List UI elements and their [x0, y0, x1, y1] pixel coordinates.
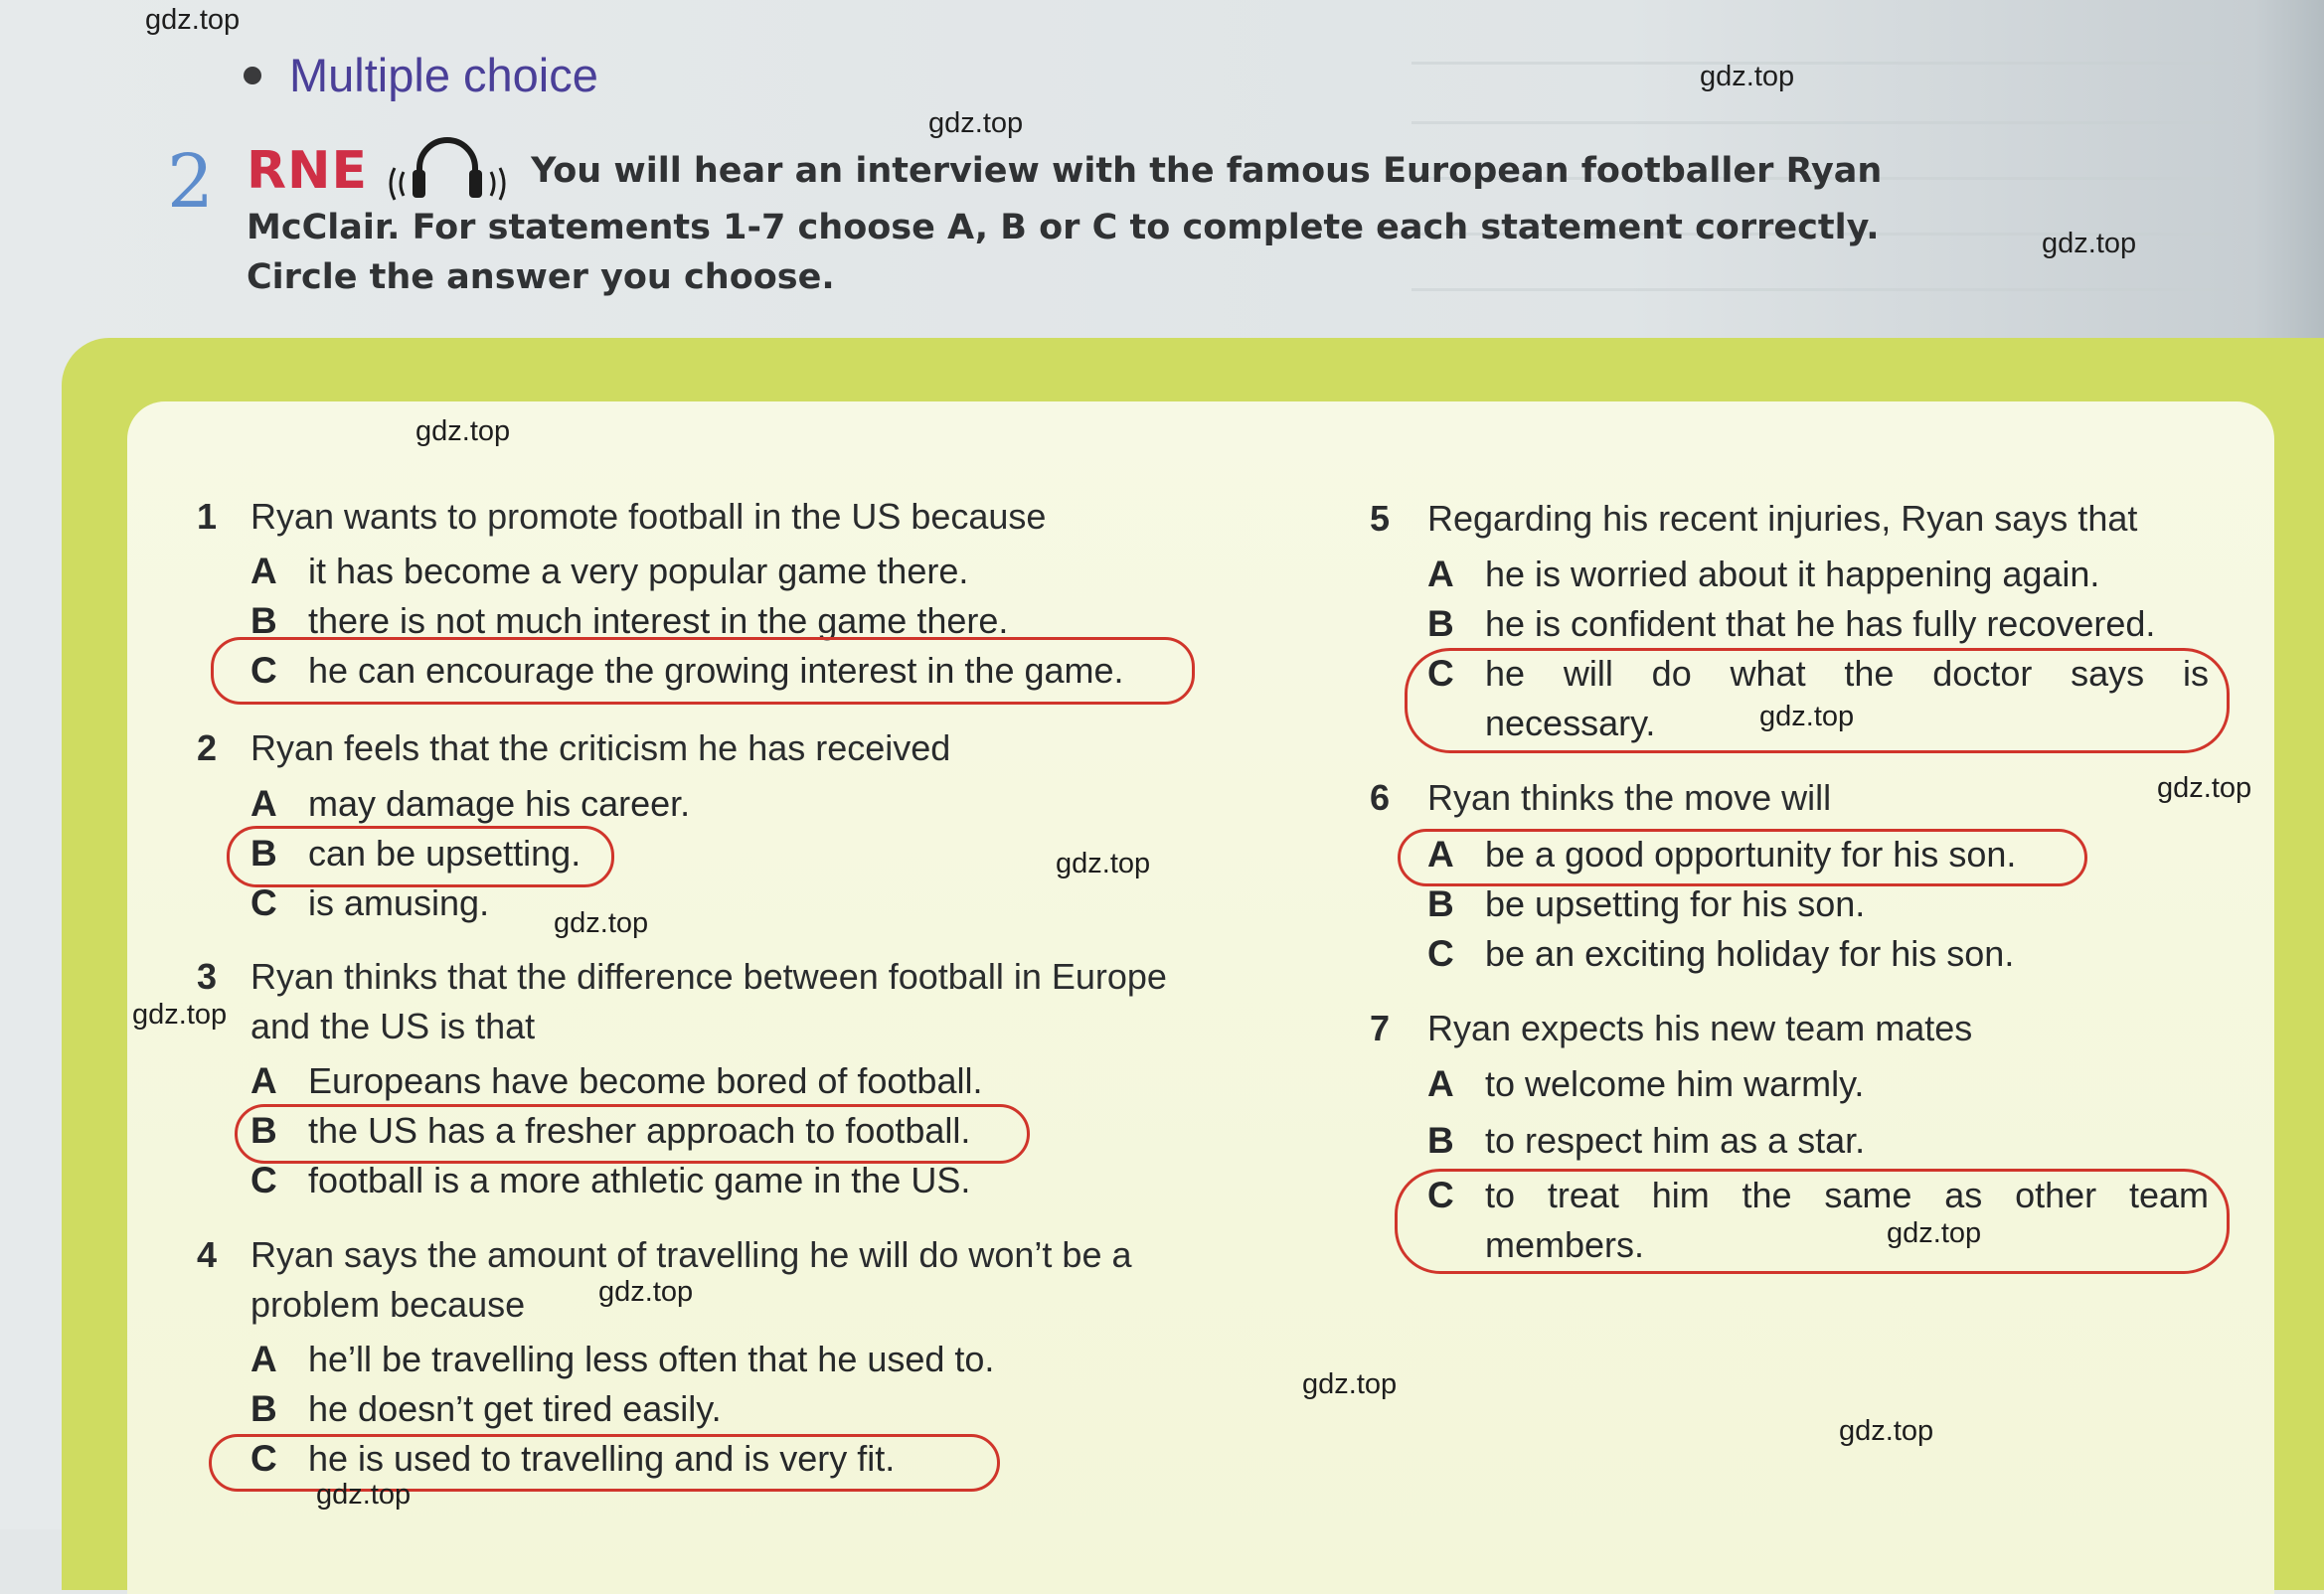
option-text: be upsetting for his son.	[1485, 883, 1866, 924]
watermark: gdz.top	[132, 999, 228, 1031]
option-letter: B	[250, 833, 277, 874]
watermark: gdz.top	[598, 1276, 694, 1308]
option-text-line-2: necessary.	[1485, 703, 1656, 743]
option-text: he is used to travelling and is very fit.	[308, 1438, 896, 1479]
option-text: there is not much interest in the game there.	[308, 600, 1009, 641]
q6-option-b[interactable]	[1427, 879, 1865, 929]
option-letter: B	[250, 1110, 277, 1151]
question-5	[1370, 494, 2225, 544]
question-2	[197, 723, 1290, 773]
q3-option-a[interactable]	[250, 1056, 982, 1106]
option-letter: B	[1427, 883, 1454, 924]
option-text: the US has a fresher approach to football.	[308, 1110, 971, 1151]
watermark: gdz.top	[2157, 772, 2252, 804]
watermark: gdz.top	[1700, 61, 1795, 92]
question-number: 1	[197, 496, 218, 537]
option-text: he will do what the doctor says is	[1485, 653, 2209, 694]
q7-option-b[interactable]	[1427, 1116, 1865, 1166]
option-text: he doesn’t get tired easily.	[308, 1388, 722, 1429]
question-text-line-2: and the US is that	[250, 1006, 536, 1046]
rne-tag: RNE	[247, 141, 369, 201]
watermark: gdz.top	[145, 4, 241, 36]
option-text: is amusing.	[308, 882, 490, 923]
answer-circle	[235, 1104, 1030, 1164]
question-number: 7	[1370, 1008, 1391, 1048]
answer-circle	[1395, 1169, 2230, 1274]
watermark: gdz.top	[415, 415, 511, 447]
option-letter: A	[250, 1339, 277, 1379]
question-number: 5	[1370, 498, 1391, 539]
option-letter: A	[250, 783, 277, 824]
option-text: to respect him as a star.	[1485, 1120, 1866, 1161]
show-through-line	[1411, 62, 2227, 65]
bullet-icon	[244, 67, 261, 84]
option-text: be an exciting holiday for his son.	[1485, 933, 2015, 974]
option-letter: A	[1427, 834, 1454, 875]
show-through-line	[1411, 121, 2227, 124]
watermark: gdz.top	[554, 907, 649, 939]
question-text: Ryan feels that the criticism he has received	[250, 727, 951, 768]
option-letter: C	[250, 1438, 277, 1479]
question-6	[1370, 773, 2225, 823]
q5-option-a[interactable]	[1427, 550, 2099, 599]
q5-option-b[interactable]	[1427, 599, 2155, 649]
watermark: gdz.top	[2042, 228, 2137, 259]
option-letter: A	[1427, 1063, 1454, 1104]
option-letter: C	[1427, 653, 1454, 694]
question-text-line-2: problem because	[250, 1284, 526, 1325]
question-1	[197, 492, 1290, 542]
headphones-audio-icon	[382, 134, 513, 208]
option-text: he can encourage the growing interest in the game.	[308, 650, 1124, 691]
question-text: Ryan wants to promote football in the US because	[250, 496, 1047, 537]
option-text: can be upsetting.	[308, 833, 581, 874]
option-letter: C	[1427, 1175, 1454, 1215]
question-3	[197, 952, 1290, 1051]
watermark: gdz.top	[1056, 848, 1151, 879]
q7-option-a[interactable]	[1427, 1059, 1864, 1109]
question-4	[197, 1230, 1250, 1330]
option-text: to welcome him warmly.	[1485, 1063, 1865, 1104]
instruction-line-1: You will hear an interview with the famous European footballer Ryan	[531, 151, 1883, 191]
question-number: 6	[1370, 777, 1391, 818]
option-text: football is a more athletic game in the US.	[308, 1160, 971, 1200]
question-text: Regarding his recent injuries, Ryan says that	[1427, 498, 2138, 539]
option-letter: B	[1427, 1120, 1454, 1161]
option-text: Europeans have become bored of football.	[308, 1060, 983, 1101]
option-text-line-2: members.	[1485, 1224, 1645, 1265]
option-text: to treat him the same as other team	[1485, 1175, 2209, 1215]
question-number: 2	[197, 727, 218, 768]
q4-option-a[interactable]	[250, 1335, 994, 1384]
question-text: Ryan thinks that the difference between football in Europe	[250, 956, 1167, 997]
option-text: he is worried about it happening again.	[1485, 554, 2100, 594]
option-letter: C	[250, 882, 277, 923]
option-text: he’ll be travelling less often that he used to.	[308, 1339, 995, 1379]
question-number: 3	[197, 956, 218, 997]
question-number: 4	[197, 1234, 218, 1275]
option-letter: C	[1427, 933, 1454, 974]
instruction-line-2: McClair. For statements 1-7 choose A, B or C to complete each statement correctly.	[247, 208, 1880, 247]
option-text: it has become a very popular game there.	[308, 551, 969, 591]
option-text: be a good opportunity for his son.	[1485, 834, 2017, 875]
q2-option-a[interactable]	[250, 779, 690, 829]
watermark: gdz.top	[1759, 701, 1855, 732]
answer-circle	[227, 826, 614, 887]
option-letter: C	[250, 650, 277, 691]
option-letter: A	[250, 1060, 277, 1101]
exercise-number: 2	[167, 139, 215, 225]
option-letter: B	[250, 1388, 277, 1429]
question-text: Ryan expects his new team mates	[1427, 1008, 1973, 1048]
watermark: gdz.top	[1887, 1217, 1982, 1249]
section-heading-label: Multiple choice	[289, 49, 598, 101]
option-letter: A	[250, 551, 277, 591]
watermark: gdz.top	[928, 107, 1024, 139]
q1-option-a[interactable]	[250, 547, 968, 596]
option-text: he is confident that he has fully recovered.	[1485, 603, 2156, 644]
question-7	[1370, 1004, 2225, 1053]
watermark: gdz.top	[1839, 1415, 1934, 1447]
option-letter: A	[1427, 554, 1454, 594]
option-text: may damage his career.	[308, 783, 691, 824]
q4-option-b[interactable]	[250, 1384, 722, 1434]
instruction-line-3: Circle the answer you choose.	[247, 257, 835, 297]
option-letter: C	[250, 1160, 277, 1200]
watermark: gdz.top	[316, 1479, 412, 1511]
exercise-instruction	[247, 139, 1956, 302]
question-text: Ryan thinks the move will	[1427, 777, 1832, 818]
option-letter: B	[1427, 603, 1454, 644]
option-letter: B	[250, 600, 277, 641]
question-text: Ryan says the amount of travelling he will do won’t be a	[250, 1234, 1132, 1275]
section-heading	[244, 48, 598, 102]
answer-circle	[211, 637, 1195, 705]
q6-option-c[interactable]	[1427, 929, 2014, 979]
watermark: gdz.top	[1302, 1368, 1398, 1400]
answer-circle	[1398, 829, 2087, 886]
